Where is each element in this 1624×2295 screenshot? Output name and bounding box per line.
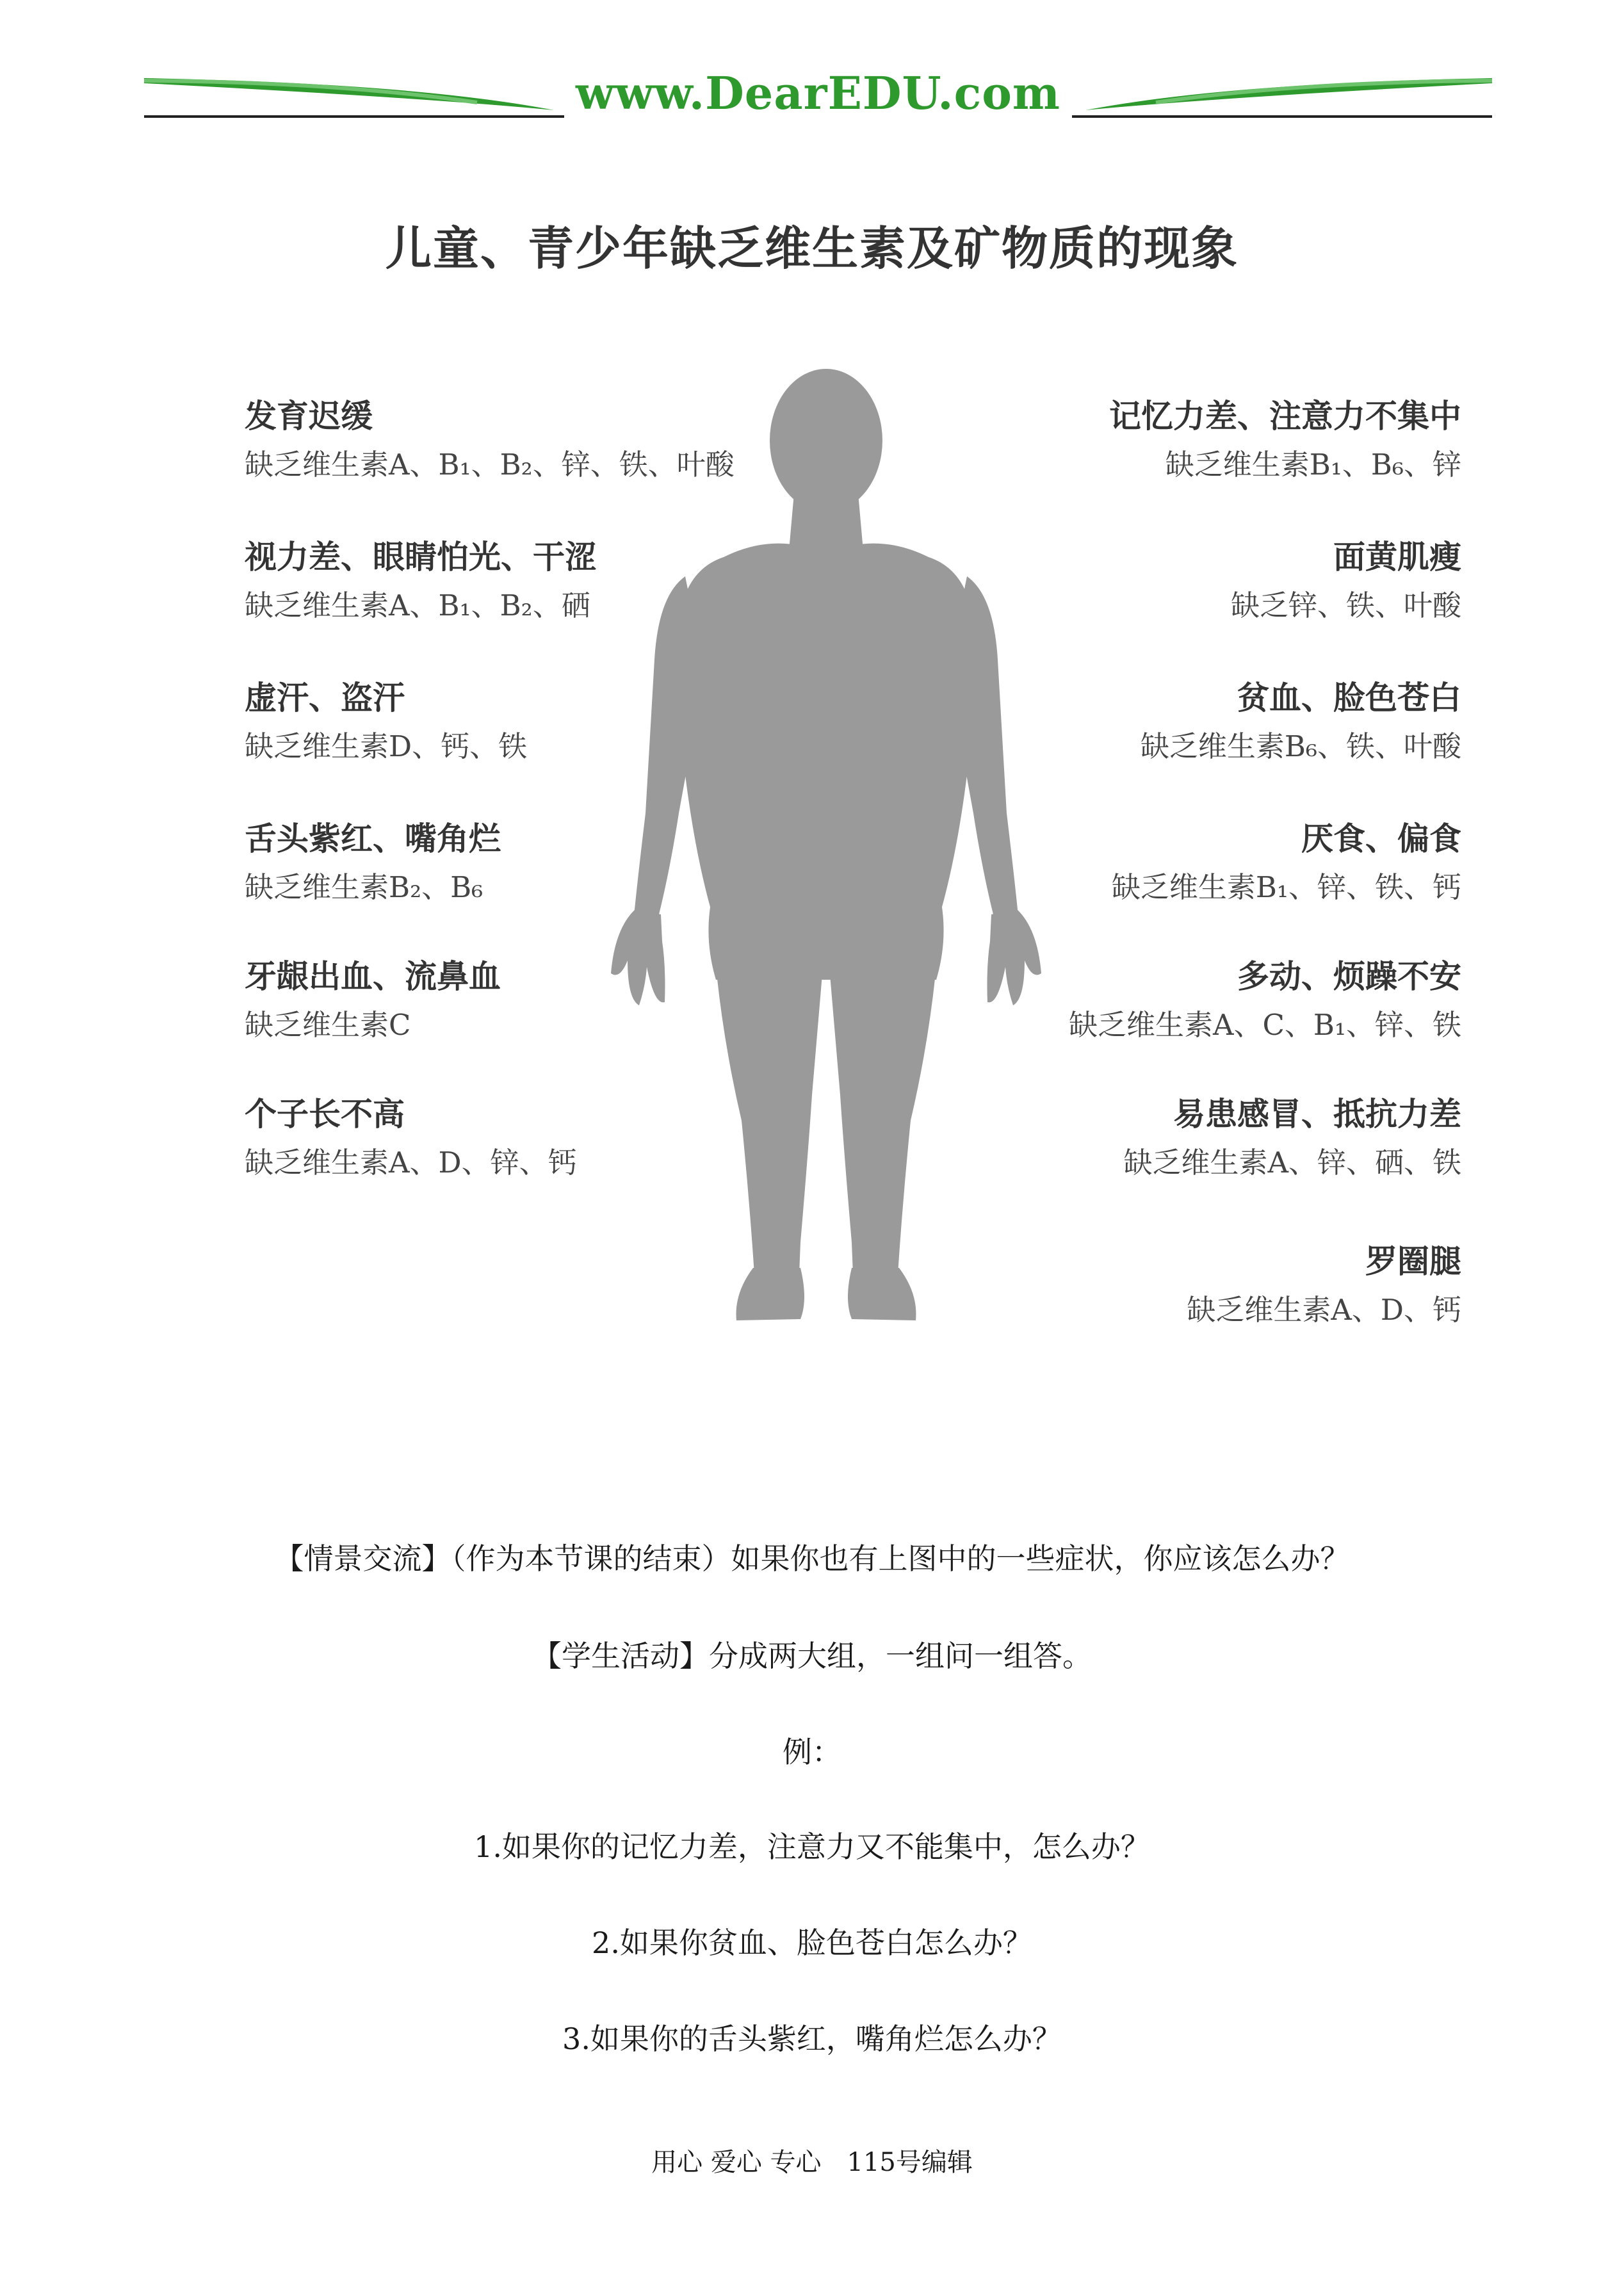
symptom-right-4 xyxy=(821,816,1461,910)
question-1: 1.如果你的记忆力差，注意力又不能集中，怎么办？ xyxy=(474,1829,1150,1864)
symptom-cause: 缺乏维生素A、锌、硒、铁 xyxy=(1123,1146,1461,1180)
scenario-paragraph: 【情景交流】（作为本节课的结束）如果你也有上图中的一些症状，你应该怎么办？ xyxy=(274,1541,1350,1576)
symptom-cause: 缺乏维生素A、B₁、B₂、硒 xyxy=(245,588,590,622)
symptom-title: 多动、烦躁不安 xyxy=(1237,958,1461,995)
chart-title: 儿童、青少年缺乏维生素及矿物质的现象 xyxy=(385,222,1238,275)
symptom-left-6 xyxy=(245,1092,885,1185)
symptom-cause: 缺乏维生素A、B₁、B₂、锌、铁、叶酸 xyxy=(245,448,735,482)
page-footer: 用心 爱心 专心 115号编辑 xyxy=(651,2148,973,2177)
symptom-title: 贫血、脸色苍白 xyxy=(1237,679,1461,717)
symptom-cause: 缺乏维生素B₁、锌、铁、钙 xyxy=(1111,870,1461,904)
symptom-title: 厌食、偏食 xyxy=(1301,820,1461,857)
symptom-title: 面黄肌瘦 xyxy=(1333,539,1461,576)
symptom-right-7 xyxy=(821,1239,1461,1333)
symptom-right-5 xyxy=(821,954,1461,1048)
symptom-title: 虚汗、盗汗 xyxy=(245,679,405,717)
symptom-left-4 xyxy=(245,816,885,910)
symptom-cause: 缺乏维生素B₁、B₆、锌 xyxy=(1165,448,1461,482)
symptom-title: 牙龈出血、流鼻血 xyxy=(245,958,501,995)
symptom-title: 记忆力差、注意力不集中 xyxy=(1109,398,1461,435)
symptom-cause: 缺乏维生素C xyxy=(245,1008,411,1042)
symptom-right-2 xyxy=(821,535,1461,628)
symptom-cause: 缺乏维生素A、D、钙 xyxy=(1187,1293,1461,1327)
symptom-cause: 缺乏维生素B₂、B₆ xyxy=(245,870,483,904)
question-3: 3.如果你的舌头紫红，嘴角烂怎么办？ xyxy=(562,2022,1062,2056)
site-banner xyxy=(144,64,1492,128)
symptom-left-5 xyxy=(245,954,885,1048)
symptom-cause: 缺乏锌、铁、叶酸 xyxy=(1230,588,1461,622)
question-2: 2.如果你贫血、脸色苍白怎么办？ xyxy=(592,1926,1032,1960)
symptom-right-3 xyxy=(821,676,1461,769)
symptom-left-2 xyxy=(245,535,885,628)
symptom-title: 舌头紫红、嘴角烂 xyxy=(245,820,501,857)
symptom-cause: 缺乏维生素D、钙、铁 xyxy=(245,729,528,763)
symptom-title: 个子长不高 xyxy=(245,1096,405,1133)
symptom-cause: 缺乏维生素A、C、B₁、锌、铁 xyxy=(1068,1008,1461,1042)
symptom-cause: 缺乏维生素B₆、铁、叶酸 xyxy=(1140,729,1461,763)
site-name: www.DearEDU.com xyxy=(144,67,1492,120)
symptom-title: 视力差、眼睛怕光、干涩 xyxy=(245,539,597,576)
symptom-title: 发育迟缓 xyxy=(245,398,373,435)
symptom-left-3 xyxy=(245,676,885,769)
symptom-right-6 xyxy=(821,1092,1461,1185)
example-label: 例： xyxy=(783,1735,841,1769)
activity-paragraph: 【学生活动】分成两大组，一组问一组答。 xyxy=(532,1639,1092,1673)
symptom-left-1 xyxy=(245,394,885,487)
symptom-right-1 xyxy=(821,394,1461,487)
symptom-title: 易患感冒、抵抗力差 xyxy=(1173,1096,1461,1133)
symptom-cause: 缺乏维生素A、D、锌、钙 xyxy=(245,1146,577,1180)
symptom-title: 罗圈腿 xyxy=(1365,1243,1461,1280)
